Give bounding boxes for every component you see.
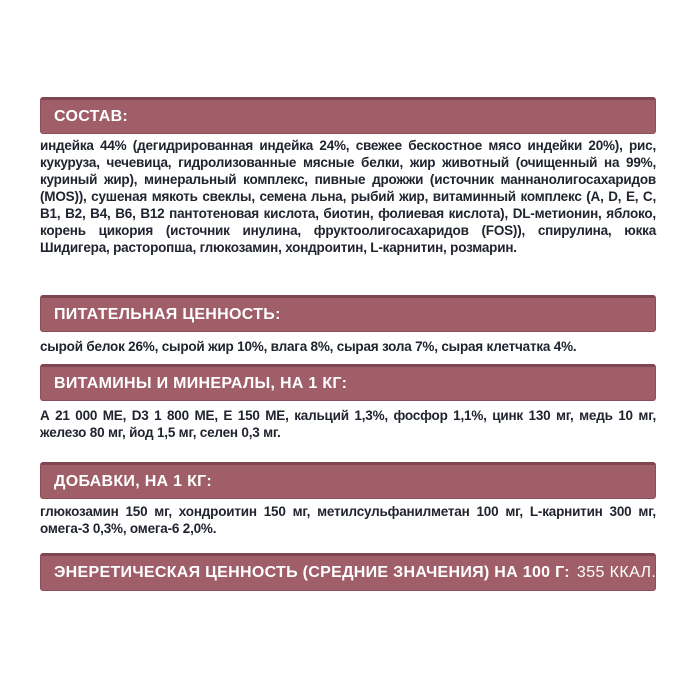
section-title-additives: ДОБАВКИ, НА 1 КГ: xyxy=(54,472,212,490)
additives-text: глюкозамин 150 мг, хондроитин 150 мг, метилсульфанилметан 100 мг, L-карнитин 300 мг, омега-3 0,3%, омега-6 2,0%. xyxy=(40,504,656,536)
composition-text: индейка 44% (дегидрированная индейка 24%, свежее бескостное мясо индейки 20%), рис, кукуруза, чечевица, гидролизованные мясные белки, жир животный (очищенный на 99%, куриный жир), минеральный комплекс, пивные дрожжи (источник маннанолигосахаридов (MOS)), сушеная мякоть свеклы, семена льна, рыбий жир, витаминный комплекс (A, D, E, C, B1, B2, B4, B6, B12 пантотеновая кислота, биотин, фолиевая кислота), DL-метионин, яблоко, корень цикория (источник инулина, фруктоолигосахаридов (FOS)), спирулина, юкка Шидигера, расторопша, глюкозамин, хондроитин, L-карнитин, розмарин. xyxy=(40,138,656,255)
energy-value-label: ЭНЕРЕТИЧЕСКАЯ ЦЕННОСТЬ (СРЕДНИЕ ЗНАЧЕНИЯ) НА 100 Г: xyxy=(54,564,570,581)
section-bar-nutritional-value xyxy=(40,295,656,332)
section-bar-vitamins-minerals xyxy=(40,364,656,401)
energy-value-amount: 355 ККАЛ. xyxy=(576,564,657,581)
energy-value-bar xyxy=(40,553,656,591)
nutritional-value-text: сырой белок 26%, сырой жир 10%, влага 8%, сырая зола 7%, сырая клетчатка 4%. xyxy=(40,339,577,354)
vitamins-minerals-text: А 21 000 МЕ, D3 1 800 МЕ, Е 150 МЕ, кальций 1,3%, фосфор 1,1%, цинк 130 мг, медь 10 мг, железо 80 мг, йод 1,5 мг, селен 0,3 мг. xyxy=(40,408,656,440)
section-bar-composition xyxy=(40,97,656,134)
section-bar-additives xyxy=(40,462,656,499)
section-title-composition: СОСТАВ: xyxy=(54,107,129,125)
section-title-nutritional-value: ПИТАТЕЛЬНАЯ ЦЕННОСТЬ: xyxy=(54,305,281,323)
section-title-vitamins-minerals: ВИТАМИНЫ И МИНЕРАЛЫ, НА 1 КГ: xyxy=(54,374,348,392)
